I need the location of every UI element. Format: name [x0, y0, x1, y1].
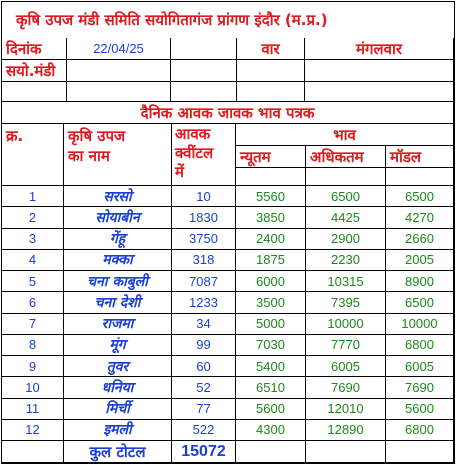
- cell-max-price: 7395: [306, 292, 386, 313]
- cell-crop-name: चना काबुली: [64, 271, 172, 292]
- empty-cell: [2, 82, 67, 102]
- page-title: कृषि उपज मंडी समिति सयोगितागंज प्रांगण इंदौर (म.प्र.): [16, 11, 328, 29]
- cell-max-price: 4425: [306, 207, 386, 228]
- cell-crop-name: सोयाबीन: [64, 207, 172, 228]
- cell-min-price: 3500: [236, 292, 306, 313]
- empty-cell: [171, 38, 237, 60]
- cell-sr: 5: [2, 271, 64, 292]
- cell-arrival: 77: [172, 399, 236, 420]
- cell-modal-price: 5600: [386, 399, 454, 420]
- cell-sr: 3: [2, 229, 64, 250]
- cell-modal-price: 6005: [386, 356, 454, 377]
- column-header-sr: क्र.: [2, 124, 64, 186]
- empty-cell: [236, 441, 306, 463]
- mandi-label: सयो.मंडी: [2, 60, 67, 82]
- column-header-arrival-line2: क्वींटल: [175, 144, 214, 162]
- cell-arrival: 60: [172, 356, 236, 377]
- empty-cell: [171, 82, 237, 102]
- date-value: 22/04/25: [67, 38, 171, 60]
- cell-crop-name: सरसो: [64, 186, 172, 207]
- cell-sr: 9: [2, 356, 64, 377]
- cell-modal-price: 2005: [386, 250, 454, 271]
- cell-crop-name: चना देशी: [64, 292, 172, 313]
- empty-cell: [171, 60, 237, 82]
- empty-cell: [306, 441, 386, 463]
- cell-min-price: 2400: [236, 229, 306, 250]
- empty-cell: [306, 168, 386, 186]
- empty-cell: [386, 441, 454, 463]
- cell-crop-name: इमली: [64, 420, 172, 441]
- cell-max-price: 10315: [306, 271, 386, 292]
- column-header-arrival-line1: आवक: [175, 125, 211, 143]
- cell-arrival: 10: [172, 186, 236, 207]
- cell-modal-price: 4270: [386, 207, 454, 228]
- column-header-crop: [64, 124, 172, 186]
- empty-cell: [2, 441, 64, 463]
- total-label: कुल टोटल: [64, 441, 172, 463]
- cell-max-price: 2900: [306, 229, 386, 250]
- empty-cell: [67, 60, 171, 82]
- cell-min-price: 5000: [236, 314, 306, 335]
- cell-modal-price: 6800: [386, 420, 454, 441]
- cell-crop-name: मूंग: [64, 335, 172, 356]
- cell-modal-price: 2660: [386, 229, 454, 250]
- cell-sr: 10: [2, 377, 64, 398]
- cell-min-price: 4300: [236, 420, 306, 441]
- cell-modal-price: 6500: [386, 186, 454, 207]
- cell-modal-price: 8900: [386, 271, 454, 292]
- cell-max-price: 6500: [306, 186, 386, 207]
- cell-max-price: 2230: [306, 250, 386, 271]
- column-header-crop-line2: का नाम: [68, 147, 110, 165]
- cell-arrival: 318: [172, 250, 236, 271]
- column-header-min: न्यूतम: [236, 146, 306, 168]
- total-value: 15072: [172, 441, 236, 463]
- cell-arrival: 7087: [172, 271, 236, 292]
- column-header-modal: मॉडल: [386, 146, 454, 168]
- empty-cell: [305, 82, 454, 102]
- cell-min-price: 7030: [236, 335, 306, 356]
- cell-sr: 2: [2, 207, 64, 228]
- column-header-max: अधिकतम: [306, 146, 386, 168]
- empty-cell: [237, 82, 305, 102]
- cell-arrival: 1830: [172, 207, 236, 228]
- cell-modal-price: 7690: [386, 377, 454, 398]
- cell-min-price: 5600: [236, 399, 306, 420]
- cell-max-price: 7690: [306, 377, 386, 398]
- cell-crop-name: मिर्ची: [64, 399, 172, 420]
- cell-modal-price: 10000: [386, 314, 454, 335]
- empty-cell: [67, 82, 171, 102]
- cell-sr: 7: [2, 314, 64, 335]
- cell-crop-name: राजमा: [64, 314, 172, 335]
- date-label: दिनांक: [2, 38, 67, 60]
- cell-modal-price: 6500: [386, 292, 454, 313]
- cell-arrival: 1233: [172, 292, 236, 313]
- column-header-arrival: [172, 124, 236, 186]
- cell-crop-name: तुवर: [64, 356, 172, 377]
- cell-sr: 11: [2, 399, 64, 420]
- cell-max-price: 6005: [306, 356, 386, 377]
- cell-sr: 4: [2, 250, 64, 271]
- cell-crop-name: मक्का: [64, 250, 172, 271]
- day-label: वार: [237, 38, 305, 60]
- cell-arrival: 99: [172, 335, 236, 356]
- cell-arrival: 3750: [172, 229, 236, 250]
- cell-sr: 8: [2, 335, 64, 356]
- cell-crop-name: धनिया: [64, 377, 172, 398]
- cell-min-price: 6510: [236, 377, 306, 398]
- cell-modal-price: 6800: [386, 335, 454, 356]
- empty-cell: [305, 60, 454, 82]
- column-header-arrival-line3: में: [175, 163, 184, 181]
- cell-crop-name: गेंहू: [64, 229, 172, 250]
- report-title: दैनिक आवक जावक भाव पत्रक: [2, 102, 454, 124]
- day-value: मंगलवार: [305, 38, 454, 60]
- cell-min-price: 5560: [236, 186, 306, 207]
- cell-max-price: 10000: [306, 314, 386, 335]
- cell-min-price: 6000: [236, 271, 306, 292]
- column-header-crop-line1: कृषि उपज: [68, 127, 126, 145]
- cell-max-price: 7770: [306, 335, 386, 356]
- cell-max-price: 12010: [306, 399, 386, 420]
- empty-cell: [236, 168, 306, 186]
- cell-max-price: 12890: [306, 420, 386, 441]
- cell-sr: 12: [2, 420, 64, 441]
- cell-min-price: 1875: [236, 250, 306, 271]
- cell-arrival: 522: [172, 420, 236, 441]
- cell-arrival: 52: [172, 377, 236, 398]
- empty-cell: [386, 168, 454, 186]
- cell-sr: 1: [2, 186, 64, 207]
- empty-cell: [237, 60, 305, 82]
- cell-min-price: 5400: [236, 356, 306, 377]
- cell-min-price: 3850: [236, 207, 306, 228]
- cell-sr: 6: [2, 292, 64, 313]
- cell-arrival: 34: [172, 314, 236, 335]
- column-header-price: भाव: [236, 124, 454, 146]
